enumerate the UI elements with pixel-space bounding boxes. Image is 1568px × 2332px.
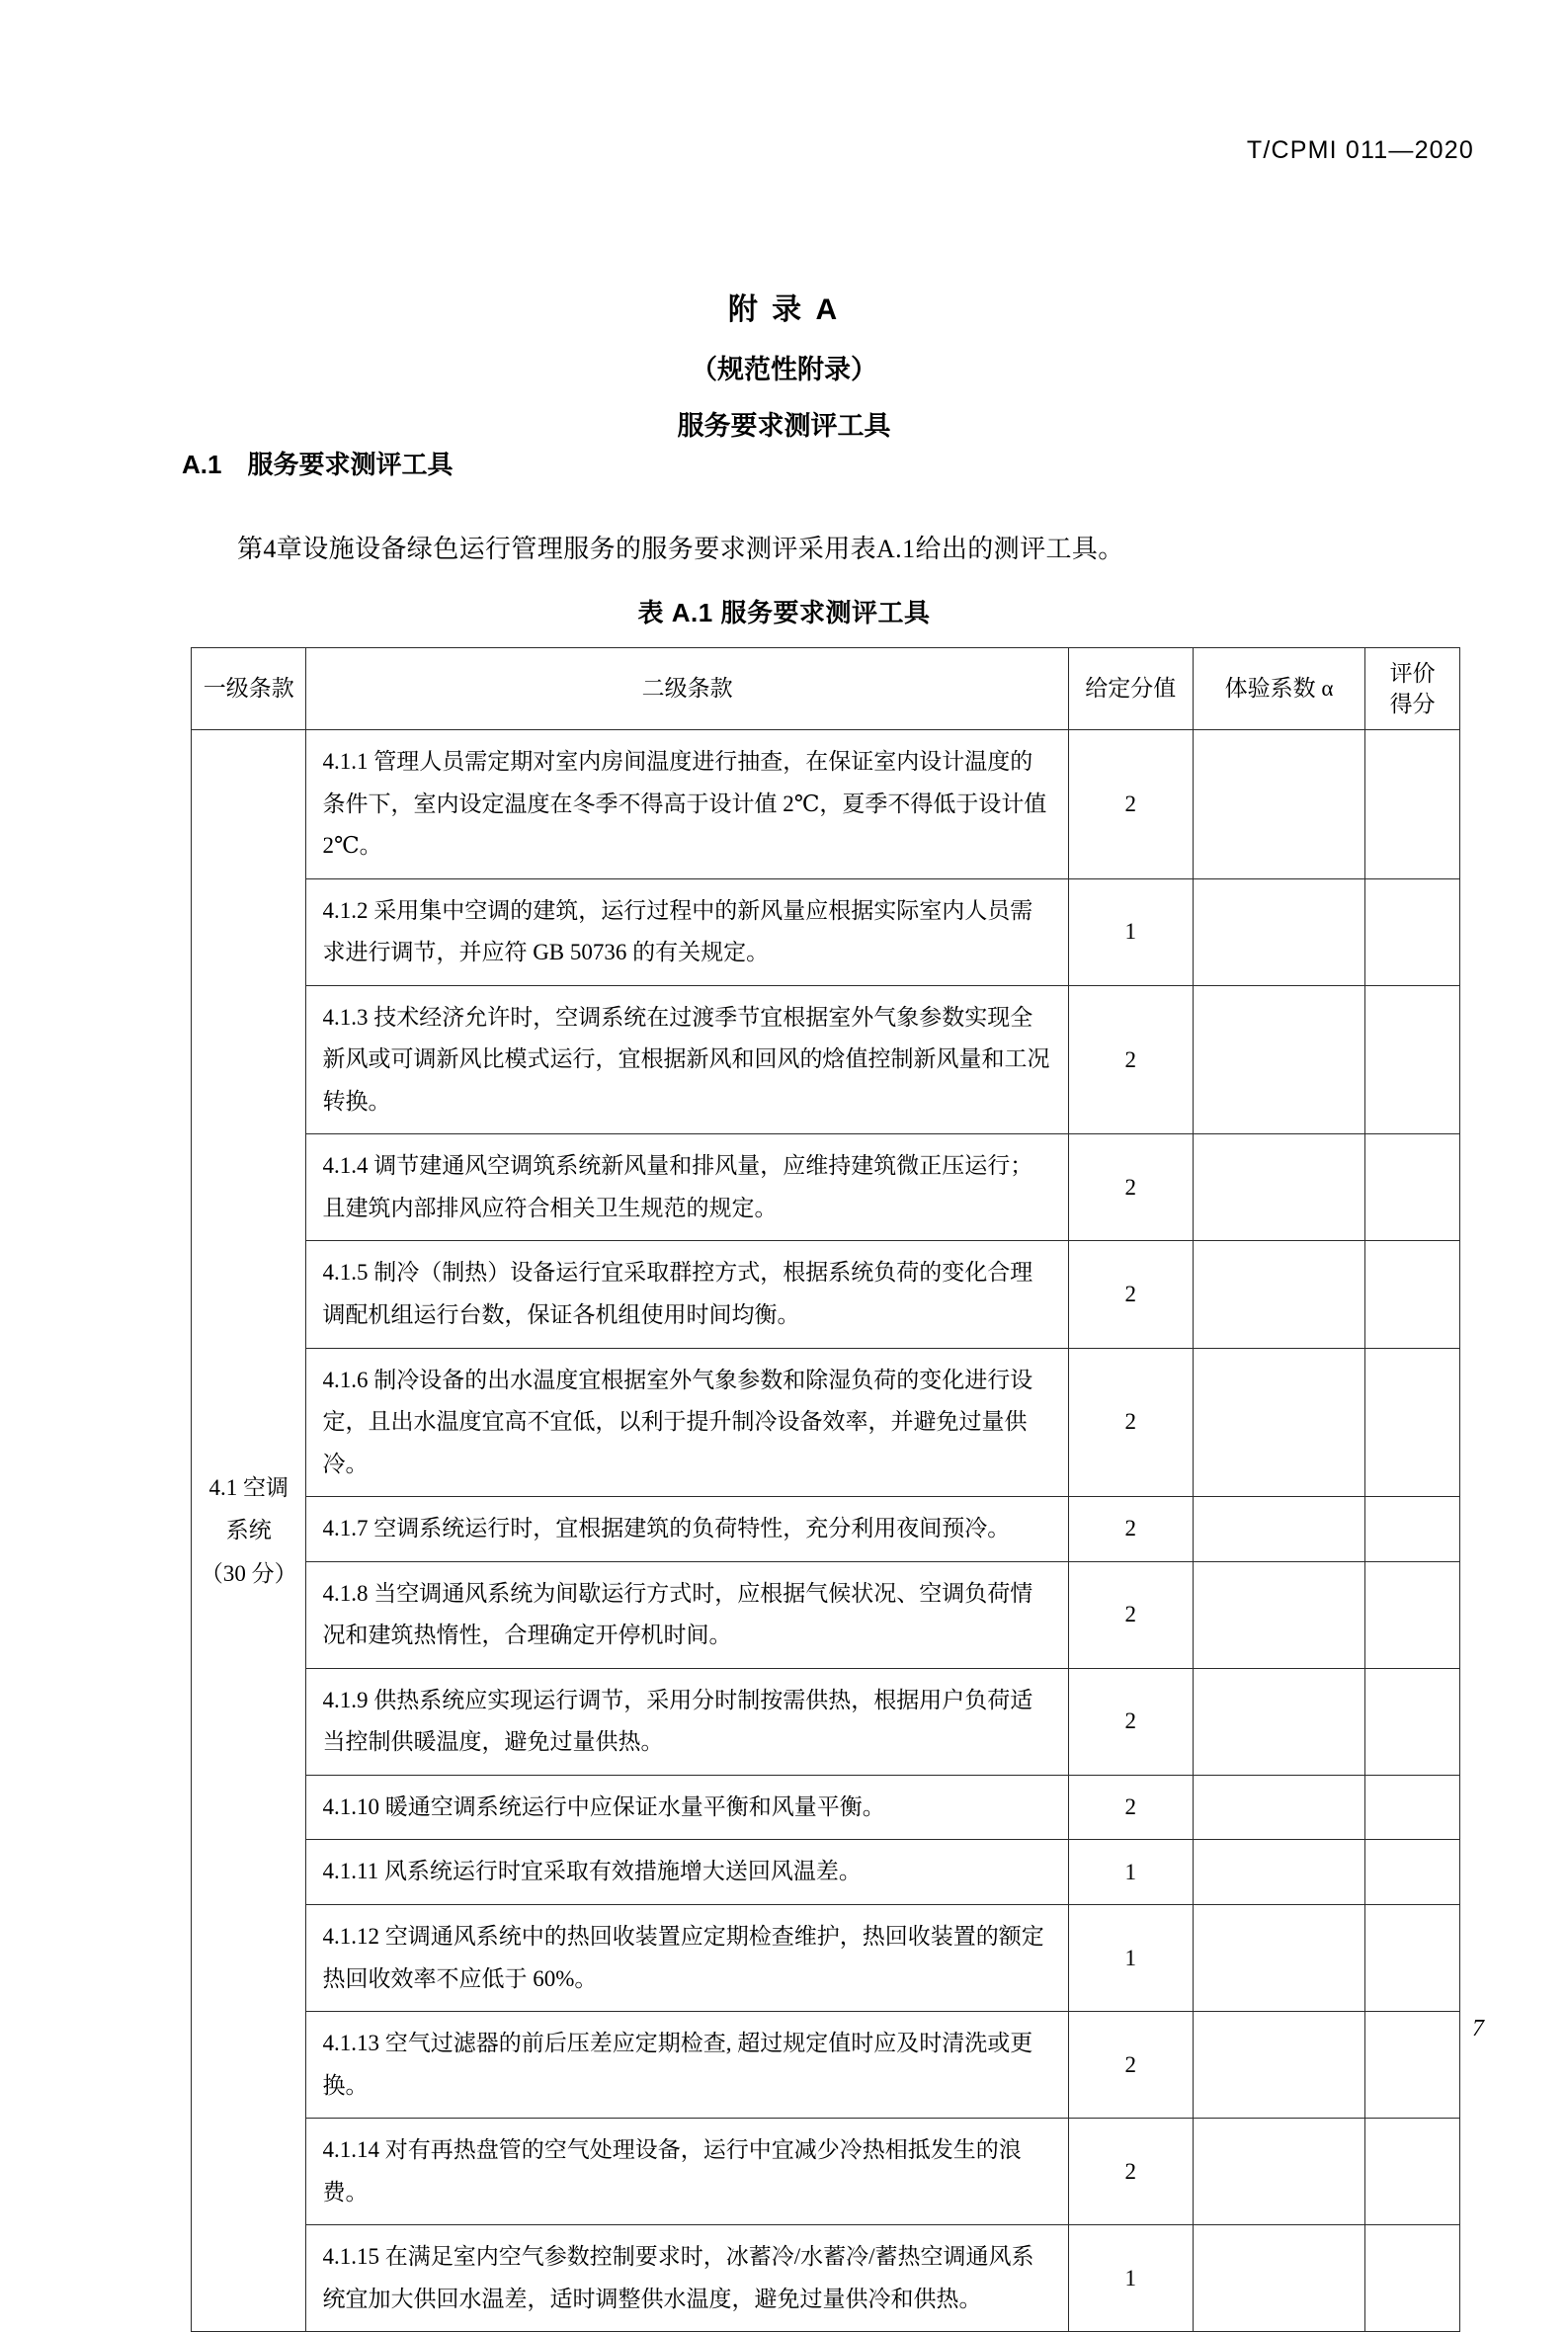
level2-clause-cell: 4.1.15 在满足室内空气参数控制要求时，冰蓄冷/水蓄冷/蓄热空调通风系统宜加大供回水温差，适时调整供水温度，避免过量供冷和供热。 [306,2225,1068,2332]
level2-clause-cell: 4.1.11 风系统运行时宜采取有效措施增大送回风温差。 [306,1840,1068,1905]
annex-type: （规范性附录） [691,355,877,384]
table-caption: 表 A.1 服务要求测评工具 [637,598,931,627]
column-header-score: 给定分值 [1068,648,1193,730]
table-row [192,1134,1460,1241]
experience-coefficient-cell[interactable] [1193,1134,1365,1241]
level2-clause-cell: 4.1.7 空调系统运行时，宜根据建筑的负荷特性，充分利用夜间预冷。 [306,1497,1068,1562]
annex-title: 服务要求测评工具 [677,411,891,441]
table-row [192,878,1460,985]
level1-clause-line-1: 4.1 空调 [208,1474,289,1500]
experience-coefficient-cell[interactable] [1193,1775,1365,1840]
table-row [192,1775,1460,1840]
level2-clause-cell: 4.1.1 管理人员需定期对室内房间温度进行抽查，在保证室内设计温度的条件下，室内设定温度在冬季不得高于设计值 2℃，夏季不得低于设计值 2℃。 [306,730,1068,879]
experience-coefficient-cell[interactable] [1193,1561,1365,1668]
table-row [192,985,1460,1134]
experience-coefficient-cell[interactable] [1193,1905,1365,2012]
level2-clause-cell: 4.1.8 当空调通风系统为间歇运行方式时，应根据气候状况、空调负荷情况和建筑热惰性，合理确定开停机时间。 [306,1561,1068,1668]
experience-coefficient-cell[interactable] [1193,2119,1365,2225]
experience-coefficient-cell[interactable] [1193,985,1365,1134]
evaluation-result-cell[interactable] [1365,878,1460,985]
given-score-cell: 1 [1068,2225,1193,2332]
table-row [192,2119,1460,2225]
intro-paragraph: 第4章设施设备绿色运行管理服务的服务要求测评采用表A.1给出的测评工具。 [237,535,1124,563]
evaluation-result-cell[interactable] [1365,1497,1460,1562]
evaluation-result-cell[interactable] [1365,1241,1460,1348]
level2-clause-cell: 4.1.4 调节建通风空调筑系统新风量和排风量，应维持建筑微正压运行；且建筑内部排风应符合相关卫生规范的规定。 [306,1134,1068,1241]
table-row [192,2225,1460,2332]
experience-coefficient-cell[interactable] [1193,878,1365,985]
experience-coefficient-cell[interactable] [1193,1668,1365,1775]
level2-clause-cell: 4.1.2 采用集中空调的建筑，运行过程中的新风量应根据实际室内人员需求进行调节，并应符 GB 50736 的有关规定。 [306,878,1068,985]
level1-clause-line-2: 系统 [225,1518,272,1543]
table-row [192,1241,1460,1348]
experience-coefficient-cell[interactable] [1193,2012,1365,2119]
level2-clause-cell: 4.1.12 空调通风系统中的热回收装置应定期检查维护，热回收装置的额定热回收效率不应低于 60%。 [306,1905,1068,2012]
table-row [192,1561,1460,1668]
column-header-level1: 一级条款 [192,648,306,730]
level2-clause-cell: 4.1.9 供热系统应实现运行调节，采用分时制按需供热，根据用户负荷适当控制供暖温度，避免过量供热。 [306,1668,1068,1775]
experience-coefficient-cell[interactable] [1193,2225,1365,2332]
given-score-cell: 2 [1068,2119,1193,2225]
section-title: 服务要求测评工具 [247,450,454,479]
page-number: 7 [1472,2016,1484,2041]
given-score-cell: 2 [1068,1348,1193,1497]
experience-coefficient-cell[interactable] [1193,730,1365,879]
given-score-cell: 1 [1068,878,1193,985]
given-score-cell: 2 [1068,2012,1193,2119]
evaluation-result-cell[interactable] [1365,1561,1460,1668]
evaluation-result-cell[interactable] [1365,985,1460,1134]
level2-clause-cell: 4.1.5 制冷（制热）设备运行宜采取群控方式，根据系统负荷的变化合理调配机组运行台数，保证各机组使用时间均衡。 [306,1241,1068,1348]
evaluation-result-cell[interactable] [1365,730,1460,879]
given-score-cell: 2 [1068,1497,1193,1562]
column-header-coefficient: 体验系数 α [1193,648,1365,730]
level1-clause-line-3: （30 分） [200,1561,297,1587]
evaluation-result-cell[interactable] [1365,2012,1460,2119]
level2-clause-cell: 4.1.3 技术经济允许时，空调系统在过渡季节宜根据室外气象参数实现全新风或可调新风比模式运行，宜根据新风和回风的焓值控制新风量和工况转换。 [306,985,1068,1134]
table-header [192,648,1460,730]
evaluation-result-cell[interactable] [1365,1840,1460,1905]
table-row [192,1668,1460,1775]
level2-clause-cell: 4.1.14 对有再热盘管的空气处理设备，运行中宜减少冷热相抵发生的浪费。 [306,2119,1068,2225]
service-requirement-evaluation-table [191,647,1460,2332]
experience-coefficient-cell[interactable] [1193,1497,1365,1562]
annex-label: 附 录 A [727,293,841,326]
column-header-result-line2: 得分 [1389,692,1436,716]
evaluation-result-cell[interactable] [1365,2225,1460,2332]
annex-title-block [0,285,1568,443]
evaluation-result-cell[interactable] [1365,2119,1460,2225]
given-score-cell: 1 [1068,1905,1193,2012]
evaluation-result-cell[interactable] [1365,1775,1460,1840]
evaluation-result-cell[interactable] [1365,1668,1460,1775]
section-heading [182,445,453,481]
given-score-cell: 2 [1068,1241,1193,1348]
experience-coefficient-cell[interactable] [1193,1241,1365,1348]
level2-clause-cell: 4.1.6 制冷设备的出水温度宜根据室外气象参数和除湿负荷的变化进行设定，且出水温度宜高不宜低，以利于提升制冷设备效率，并避免过量供冷。 [306,1348,1068,1497]
given-score-cell: 2 [1068,985,1193,1134]
evaluation-result-cell[interactable] [1365,1134,1460,1241]
evaluation-result-cell[interactable] [1365,1905,1460,2012]
given-score-cell: 2 [1068,730,1193,879]
table-row [192,1840,1460,1905]
level2-clause-cell: 4.1.13 空气过滤器的前后压差应定期检查, 超过规定值时应及时清洗或更换。 [306,2012,1068,2119]
table-row [192,730,1460,879]
table-row [192,2012,1460,2119]
table-row [192,1905,1460,2012]
table-row [192,1497,1460,1562]
table-body [192,730,1460,2332]
level2-clause-cell: 4.1.10 暖通空调系统运行中应保证水量平衡和风量平衡。 [306,1775,1068,1840]
section-number: A.1 [182,450,222,479]
experience-coefficient-cell[interactable] [1193,1348,1365,1497]
evaluation-result-cell[interactable] [1365,1348,1460,1497]
given-score-cell: 2 [1068,1134,1193,1241]
given-score-cell: 1 [1068,1840,1193,1905]
running-header-standard-code: T/CPMI 011—2020 [1246,136,1474,164]
column-header-level2: 二级条款 [306,648,1068,730]
column-header-result [1365,648,1460,730]
given-score-cell: 2 [1068,1561,1193,1668]
given-score-cell: 2 [1068,1668,1193,1775]
level1-clause-cell [192,730,306,2332]
given-score-cell: 2 [1068,1775,1193,1840]
table-row [192,1348,1460,1497]
experience-coefficient-cell[interactable] [1193,1840,1365,1905]
column-header-result-line1: 评价 [1389,660,1436,686]
table-header-row [192,648,1460,730]
